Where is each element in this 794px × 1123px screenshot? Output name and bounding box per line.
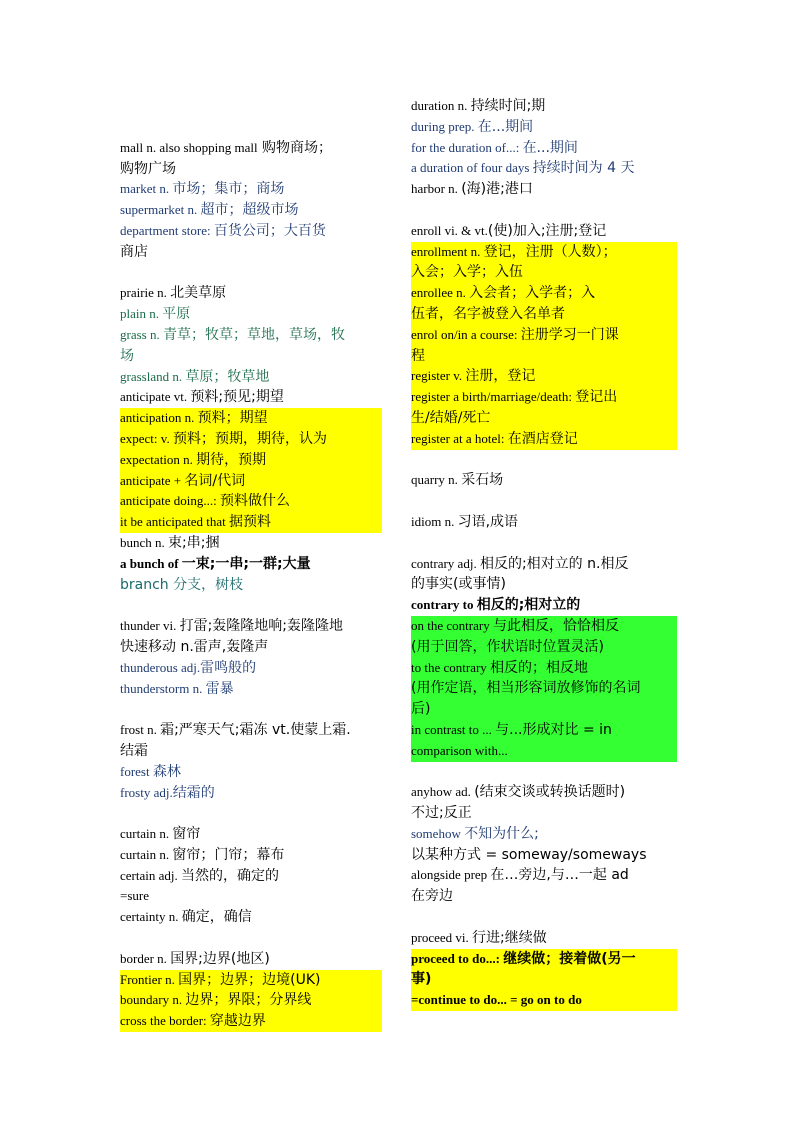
english-text: it be anticipated that bbox=[120, 514, 230, 530]
vocab-line bbox=[411, 429, 677, 450]
english-text: a duration of four days bbox=[411, 160, 533, 176]
english-text: harbor n. bbox=[411, 181, 462, 197]
english-text: alongside prep bbox=[411, 867, 491, 883]
vocab-line bbox=[120, 783, 382, 804]
english-text: enrol on/in a course: bbox=[411, 326, 521, 342]
english-text: cross the border: bbox=[120, 1013, 210, 1029]
vocab-line bbox=[411, 242, 677, 263]
english-text: anticipate doing...: bbox=[120, 493, 221, 509]
english-text: forest bbox=[120, 763, 153, 779]
chinese-text: 生/结婚/死亡 bbox=[411, 409, 491, 426]
vocab-line bbox=[120, 575, 382, 596]
chinese-text: 事) bbox=[411, 971, 432, 988]
chinese-text: 继续做；接着做(另一 bbox=[503, 950, 636, 967]
chinese-text: 在旁边 bbox=[411, 888, 453, 905]
vocab-line bbox=[411, 845, 677, 866]
english-text: in contrast to ... bbox=[411, 721, 496, 737]
vocab-line bbox=[411, 741, 677, 762]
vocab-line bbox=[120, 616, 382, 637]
chinese-text: 打雷;轰隆隆地响;轰隆隆地 bbox=[179, 618, 344, 635]
chinese-text: 预料；期望 bbox=[197, 410, 268, 427]
vocab-line bbox=[120, 138, 382, 159]
chinese-text: 不过;反正 bbox=[411, 805, 472, 822]
english-text: =continue to do... = go on to do bbox=[411, 992, 582, 1008]
blank-line bbox=[120, 928, 382, 949]
blank-line bbox=[120, 263, 382, 284]
english-text: market n. bbox=[120, 181, 173, 197]
right-column bbox=[411, 96, 677, 1011]
chinese-text: 采石场 bbox=[461, 472, 504, 489]
vocab-line bbox=[120, 408, 382, 429]
chinese-text: (结束交谈或转换话题时) bbox=[474, 784, 626, 801]
vocab-line bbox=[120, 679, 382, 700]
vocab-line bbox=[411, 782, 677, 803]
chinese-text: 入会者；入学者；入 bbox=[469, 285, 596, 302]
english-text: somehow bbox=[411, 825, 465, 841]
chinese-text: 平原 bbox=[162, 306, 191, 323]
vocab-line bbox=[411, 637, 677, 658]
vocab-line bbox=[411, 138, 677, 159]
chinese-text: (使)加入;注册;登记 bbox=[487, 222, 607, 239]
blank-line bbox=[411, 533, 677, 554]
vocab-line bbox=[120, 221, 382, 242]
english-text: a bunch of bbox=[120, 555, 182, 571]
english-text: frosty adj. bbox=[120, 784, 173, 800]
english-text: curtain n. bbox=[120, 846, 173, 862]
english-text: comparison with... bbox=[411, 742, 508, 758]
english-text: frost n. bbox=[120, 722, 161, 738]
chinese-text: 名词/代词 bbox=[184, 472, 246, 489]
vocab-line bbox=[411, 304, 677, 325]
chinese-text: 束;串;捆 bbox=[168, 534, 220, 551]
vocab-line bbox=[411, 865, 677, 886]
chinese-text: (用于回答，作状语时位置灵活) bbox=[411, 638, 604, 655]
vocab-line bbox=[411, 969, 677, 990]
english-text: grassland n. bbox=[120, 368, 186, 384]
vocab-line bbox=[411, 179, 677, 200]
vocab-line bbox=[120, 866, 382, 887]
vocab-line bbox=[120, 367, 382, 388]
vocab-line bbox=[411, 387, 677, 408]
english-text: contrary to bbox=[411, 597, 477, 613]
english-text: anticipate + bbox=[120, 472, 185, 488]
english-text: prairie n. bbox=[120, 285, 171, 301]
english-text: grass n. bbox=[120, 326, 163, 342]
vocab-line bbox=[120, 886, 382, 907]
blank-line bbox=[411, 907, 677, 928]
vocab-line bbox=[120, 720, 382, 741]
vocab-line bbox=[120, 824, 382, 845]
vocab-line bbox=[411, 158, 677, 179]
blank-line bbox=[411, 762, 677, 783]
chinese-text: 结霜的 bbox=[172, 784, 215, 801]
english-text: duration n. bbox=[411, 98, 471, 113]
vocab-line bbox=[120, 429, 382, 450]
chinese-text: 百货公司；大百货 bbox=[213, 222, 326, 239]
vocab-line bbox=[411, 221, 677, 242]
vocab-line bbox=[120, 450, 382, 471]
chinese-text: 据预料 bbox=[229, 514, 272, 531]
english-text: department store: bbox=[120, 222, 214, 238]
chinese-text: 在...期间 bbox=[522, 139, 578, 156]
chinese-text: 霜;严寒天气;霜冻 vt.使蒙上霜. bbox=[160, 722, 351, 739]
english-text: expect: v. bbox=[120, 430, 173, 446]
vocab-line bbox=[411, 325, 677, 346]
chinese-text: 入会；入学；入伍 bbox=[411, 264, 523, 281]
blank-line bbox=[120, 595, 382, 616]
english-text: certain adj. bbox=[120, 867, 181, 883]
english-text: anyhow ad. bbox=[411, 784, 475, 800]
vocab-line bbox=[120, 658, 382, 679]
chinese-text: 程 bbox=[411, 347, 425, 364]
vocab-line bbox=[120, 762, 382, 783]
chinese-text: 习语,成语 bbox=[457, 513, 519, 530]
vocab-line bbox=[120, 970, 382, 991]
blank-line bbox=[411, 450, 677, 471]
chinese-text: 窗帘 bbox=[172, 826, 201, 843]
vocab-line bbox=[411, 699, 677, 720]
chinese-text: 期待，预期 bbox=[196, 451, 267, 468]
chinese-text: 一束;一串;一群;大量 bbox=[181, 555, 311, 572]
vocab-line bbox=[120, 990, 382, 1011]
vocab-line bbox=[120, 387, 382, 408]
chinese-text: 登记出 bbox=[575, 389, 618, 406]
vocab-line bbox=[411, 595, 677, 616]
chinese-text: 预料；预期，期待，认为 bbox=[172, 430, 327, 447]
chinese-text: 市场；集市；商场 bbox=[172, 181, 285, 198]
blank-line bbox=[120, 699, 382, 720]
english-text: thunder vi. bbox=[120, 618, 180, 634]
english-text: thunderous adj. bbox=[120, 659, 201, 675]
chinese-text: 国界；边界；边境(UK) bbox=[178, 971, 321, 988]
english-text: mall n. also shopping mall bbox=[120, 139, 258, 155]
english-text: idiom n. bbox=[411, 513, 458, 529]
english-text: expectation n. bbox=[120, 451, 197, 467]
vocab-line bbox=[411, 949, 677, 970]
english-text: for the duration of...: bbox=[411, 139, 523, 155]
chinese-text: 国界;边界(地区) bbox=[170, 950, 270, 967]
chinese-text: 持续时间为 4 天 bbox=[532, 160, 635, 177]
english-text: proceed to do...: bbox=[411, 950, 504, 966]
chinese-text: 当然的，确定的 bbox=[181, 867, 279, 884]
english-text: curtain n. bbox=[120, 826, 173, 842]
vocab-line bbox=[120, 907, 382, 928]
english-text: to the contrary bbox=[411, 659, 491, 675]
chinese-text: 在…旁边,与…一起 ad bbox=[490, 867, 629, 884]
chinese-text: 雷暴 bbox=[205, 680, 234, 697]
english-text: enrollment n. bbox=[411, 243, 484, 259]
vocab-line bbox=[411, 512, 677, 533]
english-text: during prep. bbox=[411, 118, 478, 134]
vocab-line bbox=[120, 200, 382, 221]
blank-line bbox=[120, 117, 382, 138]
chinese-text: 注册，登记 bbox=[465, 368, 536, 385]
vocab-line bbox=[411, 990, 677, 1011]
vocab-line bbox=[411, 928, 677, 949]
chinese-text: (海)港;港口 bbox=[461, 181, 533, 198]
chinese-text: 的事实(或事情) bbox=[411, 576, 506, 593]
vocab-line bbox=[411, 262, 677, 283]
english-text: thunderstorm n. bbox=[120, 680, 206, 696]
chinese-text: 购物商场； bbox=[257, 139, 333, 156]
chinese-text: 持续时间;期 bbox=[470, 98, 546, 114]
vocab-line bbox=[411, 803, 677, 824]
vocab-line bbox=[120, 1011, 382, 1032]
chinese-text: 登记，注册（人数）； bbox=[483, 243, 617, 260]
chinese-text: 青草；牧草；草地，草场，牧 bbox=[162, 326, 345, 343]
chinese-text: 后) bbox=[411, 701, 431, 718]
vocab-line bbox=[411, 117, 677, 138]
chinese-text: 雷鸣般的 bbox=[200, 659, 257, 676]
chinese-text: 穿越边界 bbox=[209, 1013, 266, 1030]
chinese-text: 伍者，名字被登入名单者 bbox=[411, 305, 565, 322]
chinese-text: 超市；超级市场 bbox=[200, 202, 299, 219]
english-text: proceed vi. bbox=[411, 929, 473, 945]
english-text: register v. bbox=[411, 368, 466, 384]
chinese-text: 相反的;相对立的 bbox=[476, 597, 581, 614]
vocab-line bbox=[120, 346, 382, 367]
vocab-line bbox=[120, 741, 382, 762]
english-text: anticipation n. bbox=[120, 410, 198, 426]
vocab-line bbox=[411, 470, 677, 491]
chinese-text: 在...期间 bbox=[477, 118, 534, 135]
english-text: =sure bbox=[120, 888, 149, 904]
blank-line bbox=[411, 200, 677, 221]
english-text: contrary adj. bbox=[411, 555, 480, 571]
vocab-line bbox=[411, 366, 677, 387]
chinese-text: 确定，确信 bbox=[181, 909, 252, 926]
chinese-text: 行进;继续做 bbox=[472, 929, 547, 946]
vocab-line bbox=[120, 554, 382, 575]
vocab-line bbox=[120, 512, 382, 533]
english-text: quarry n. bbox=[411, 472, 462, 488]
vocab-line bbox=[411, 720, 677, 741]
chinese-text: 与...形成对比 = in bbox=[495, 721, 612, 738]
chinese-text: 相反的;相对立的 n.相反 bbox=[479, 555, 629, 572]
english-text: branch bbox=[120, 576, 174, 593]
chinese-text: (用作定语，相当形容词放修饰的名词 bbox=[411, 680, 641, 697]
english-text: register a birth/marriage/death: bbox=[411, 389, 576, 405]
vocab-line bbox=[120, 491, 382, 512]
chinese-text: 相反的；相反地 bbox=[490, 659, 589, 676]
english-text: bunch n. bbox=[120, 534, 169, 550]
english-text: anticipate vt. bbox=[120, 389, 191, 405]
chinese-text: 在酒店登记 bbox=[507, 430, 578, 447]
vocab-line bbox=[120, 471, 382, 492]
vocab-line bbox=[411, 678, 677, 699]
vocab-line bbox=[120, 159, 382, 180]
chinese-text: 窗帘；门帘；幕布 bbox=[172, 846, 285, 863]
vocab-line bbox=[411, 824, 677, 845]
vocab-line bbox=[120, 304, 382, 325]
blank-line bbox=[120, 803, 382, 824]
vocab-line bbox=[411, 574, 677, 595]
english-text: enrollee n. bbox=[411, 285, 470, 301]
english-text: plain n. bbox=[120, 306, 163, 322]
chinese-text: 边界；界限；分界线 bbox=[185, 992, 312, 1009]
english-text: certainty n. bbox=[120, 909, 182, 925]
blank-line bbox=[411, 491, 677, 512]
chinese-text: 注册学习一门课 bbox=[520, 326, 619, 343]
vocab-line bbox=[120, 949, 382, 970]
english-text: Frontier n. bbox=[120, 971, 179, 987]
chinese-text: 预料做什么 bbox=[220, 493, 291, 510]
chinese-text: 快速移动 n.雷声,轰隆声 bbox=[120, 638, 269, 655]
vocab-line bbox=[411, 554, 677, 575]
chinese-text: 购物广场 bbox=[120, 160, 176, 177]
vocab-line bbox=[411, 658, 677, 679]
chinese-text: 预料;预见;期望 bbox=[190, 389, 284, 406]
vocab-line bbox=[120, 325, 382, 346]
vocab-line bbox=[120, 533, 382, 554]
chinese-text: 北美草原 bbox=[170, 285, 227, 302]
chinese-text: 以某种方式 = someway/someways bbox=[411, 846, 647, 863]
chinese-text: 场 bbox=[120, 347, 134, 364]
chinese-text: 草原；牧草地 bbox=[185, 368, 270, 385]
english-text: boundary n. bbox=[120, 992, 186, 1008]
vocab-line bbox=[411, 886, 677, 907]
vocab-line bbox=[411, 616, 677, 637]
vocab-line bbox=[120, 242, 382, 263]
vocab-line bbox=[411, 408, 677, 429]
vocab-line bbox=[120, 179, 382, 200]
chinese-text: 分支，树枝 bbox=[173, 576, 244, 593]
english-text: border n. bbox=[120, 950, 171, 966]
chinese-text: 与此相反，恰恰相反 bbox=[492, 617, 619, 634]
vocab-line bbox=[120, 637, 382, 658]
chinese-text: 不知为什么; bbox=[464, 825, 539, 842]
english-text: on the contrary bbox=[411, 617, 493, 633]
english-text: supermarket n. bbox=[120, 202, 201, 218]
vocab-line bbox=[411, 283, 677, 304]
vocab-line bbox=[120, 283, 382, 304]
vocab-line bbox=[120, 845, 382, 866]
vocab-line bbox=[411, 96, 677, 117]
chinese-text: 商店 bbox=[120, 243, 148, 260]
chinese-text: 结霜 bbox=[120, 742, 148, 759]
english-text: enroll vi. & vt. bbox=[411, 222, 488, 238]
chinese-text: 森林 bbox=[152, 763, 181, 780]
left-column bbox=[120, 117, 382, 1032]
english-text: register at a hotel: bbox=[411, 430, 508, 446]
vocab-line bbox=[411, 346, 677, 367]
